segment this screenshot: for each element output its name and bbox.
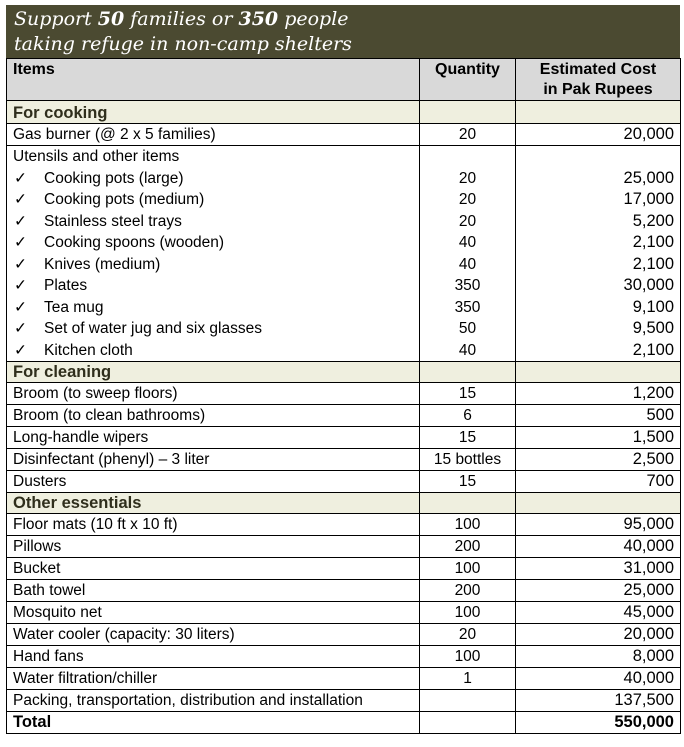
quantity-cell: 15 (420, 471, 516, 493)
check-mark-icon: ✓ (14, 234, 27, 251)
utensil-item (13, 211, 413, 233)
item-cell: Water filtration/chiller (7, 668, 420, 690)
cost-cell: 20,000 (516, 624, 681, 646)
utensil-item-label: Set of water jug and six glasses (44, 320, 262, 337)
title-line-1 (14, 7, 672, 32)
quantity-cell: 15 bottles (420, 449, 516, 471)
table-row (7, 690, 681, 712)
total-row (7, 712, 681, 734)
item-cell: Broom (to sweep floors) (7, 383, 420, 405)
cost-cell: 137,500 (516, 690, 681, 712)
document (6, 5, 680, 734)
table-row (7, 624, 681, 646)
utensil-quantity: 50 (458, 320, 477, 337)
item-cell: Hand fans (7, 646, 420, 668)
table-row (7, 427, 681, 449)
item-cell: Packing, transportation, distribution and installation (7, 690, 420, 712)
item-cell: Long-handle wipers (7, 427, 420, 449)
utensil-item-label: Cooking pots (large) (44, 169, 184, 187)
utensil-item-label: Knives (medium) (44, 255, 161, 273)
utensil-item (13, 275, 413, 297)
item-cell: Bucket (7, 558, 420, 580)
utensil-item (13, 254, 413, 276)
check-mark-icon: ✓ (14, 277, 27, 294)
cost-cell: 20,000 (516, 124, 681, 146)
header-cost-line-1: Estimated Cost (539, 61, 657, 78)
utensil-quantity: 350 (454, 298, 481, 316)
item-cell: Water cooler (capacity: 30 liters) (7, 624, 420, 646)
cost-cell: 40,000 (516, 536, 681, 558)
utensil-cost: 9,100 (632, 297, 674, 316)
utensils-cost-cell (516, 146, 681, 362)
utensil-cost: 5,200 (632, 211, 674, 230)
utensil-quantity: 40 (458, 255, 477, 273)
check-mark-icon: ✓ (14, 169, 27, 187)
families-count: 50 (97, 8, 125, 30)
cost-cell: 1,200 (516, 383, 681, 405)
table-row (7, 580, 681, 602)
table-title (6, 5, 680, 58)
quantity-cell: 100 (420, 646, 516, 668)
utensils-items-cell (7, 146, 420, 362)
utensil-cost: 9,500 (632, 319, 674, 337)
utensils-quantity-cell (420, 146, 516, 362)
utensil-cost: 2,100 (632, 254, 674, 273)
item-cell: Gas burner (@ 2 x 5 families) (7, 124, 420, 146)
utensil-item-label: Cooking pots (medium) (44, 191, 205, 208)
item-cell: Bath towel (7, 580, 420, 602)
quantity-cell: 15 (420, 383, 516, 405)
table-row (7, 668, 681, 690)
total-cost: 550,000 (516, 712, 681, 734)
utensil-quantity: 20 (458, 212, 477, 230)
header-cost (516, 59, 681, 101)
section-row-cleaning (7, 362, 681, 383)
header-cost-line-2: in Pak Rupees (543, 81, 653, 98)
quantity-cell (420, 690, 516, 712)
table-row (7, 602, 681, 624)
utensil-item (13, 232, 413, 254)
table-row (7, 405, 681, 427)
section-label: For cleaning (7, 362, 420, 383)
utensil-item (13, 340, 413, 362)
title-text: people (278, 8, 349, 30)
utensil-item-label: Plates (44, 277, 88, 294)
utensil-cost: 2,100 (632, 340, 674, 359)
utensil-cost: 17,000 (623, 190, 674, 208)
total-quantity (420, 712, 516, 734)
utensil-item-label: Cooking spoons (wooden) (44, 234, 225, 251)
header-items: Items (7, 59, 420, 101)
quantity-cell: 200 (420, 536, 516, 558)
item-cell: Dusters (7, 471, 420, 493)
quantity-cell: 100 (420, 558, 516, 580)
cost-cell: 25,000 (516, 580, 681, 602)
utensil-cost: 2,100 (632, 233, 674, 251)
utensil-item-label: Tea mug (44, 298, 104, 316)
quantity-cell: 6 (420, 405, 516, 427)
check-mark-icon: ✓ (14, 320, 27, 337)
table-row (7, 558, 681, 580)
utensil-quantity: 20 (458, 191, 477, 208)
utensil-quantity: 40 (458, 234, 477, 251)
header-quantity: Quantity (420, 59, 516, 101)
utensil-item-label: Kitchen cloth (44, 341, 133, 359)
utensils-label: Utensils and other items (13, 148, 180, 165)
section-label: Other essentials (7, 493, 420, 514)
item-cell: Disinfectant (phenyl) – 3 liter (7, 449, 420, 471)
item-cell: Pillows (7, 536, 420, 558)
check-mark-icon: ✓ (14, 341, 27, 359)
quantity-cell: 200 (420, 580, 516, 602)
item-cell: Broom (to clean bathrooms) (7, 405, 420, 427)
utensil-quantity: 20 (458, 169, 477, 187)
table-row (7, 536, 681, 558)
section-label: For cooking (7, 101, 420, 124)
cost-cell: 95,000 (516, 514, 681, 536)
quantity-cell: 100 (420, 602, 516, 624)
cost-cell: 1,500 (516, 427, 681, 449)
table-row (7, 514, 681, 536)
header-row (7, 59, 681, 101)
section-row-cooking (7, 101, 681, 124)
cost-cell: 700 (516, 471, 681, 493)
title-text: Support (14, 8, 98, 30)
item-cell: Floor mats (10 ft x 10 ft) (7, 514, 420, 536)
check-mark-icon: ✓ (14, 191, 27, 208)
quantity-cell: 20 (420, 624, 516, 646)
check-mark-icon: ✓ (14, 255, 27, 273)
quantity-cell: 1 (420, 668, 516, 690)
item-cell: Mosquito net (7, 602, 420, 624)
title-line-2: taking refuge in non-camp shelters (14, 33, 352, 55)
quantity-cell: 15 (420, 427, 516, 449)
utensil-item (13, 168, 413, 190)
cost-cell: 2,500 (516, 449, 681, 471)
utensil-item (13, 318, 413, 340)
table-row (7, 449, 681, 471)
utensil-cost: 25,000 (623, 168, 674, 187)
table-row (7, 646, 681, 668)
cost-cell: 8,000 (516, 646, 681, 668)
cost-cell: 45,000 (516, 602, 681, 624)
utensils-group-row (7, 146, 681, 362)
check-mark-icon: ✓ (14, 212, 27, 230)
cost-cell: 40,000 (516, 668, 681, 690)
quantity-cell: 100 (420, 514, 516, 536)
total-label: Total (7, 712, 420, 734)
table-row (7, 383, 681, 405)
utensil-quantity: 40 (458, 341, 477, 359)
utensil-quantity: 350 (454, 277, 481, 294)
quantity-cell: 20 (420, 124, 516, 146)
people-count: 350 (238, 8, 279, 30)
section-row-essentials (7, 493, 681, 514)
utensil-item-label: Stainless steel trays (44, 212, 182, 230)
cost-cell: 31,000 (516, 558, 681, 580)
utensil-item (13, 297, 413, 319)
table-row (7, 124, 681, 146)
utensil-cost: 30,000 (623, 276, 674, 294)
cost-table (6, 58, 681, 734)
table-row (7, 471, 681, 493)
title-text: families or (124, 8, 239, 30)
cost-cell: 500 (516, 405, 681, 427)
utensil-item (13, 189, 413, 211)
check-mark-icon: ✓ (14, 298, 27, 316)
